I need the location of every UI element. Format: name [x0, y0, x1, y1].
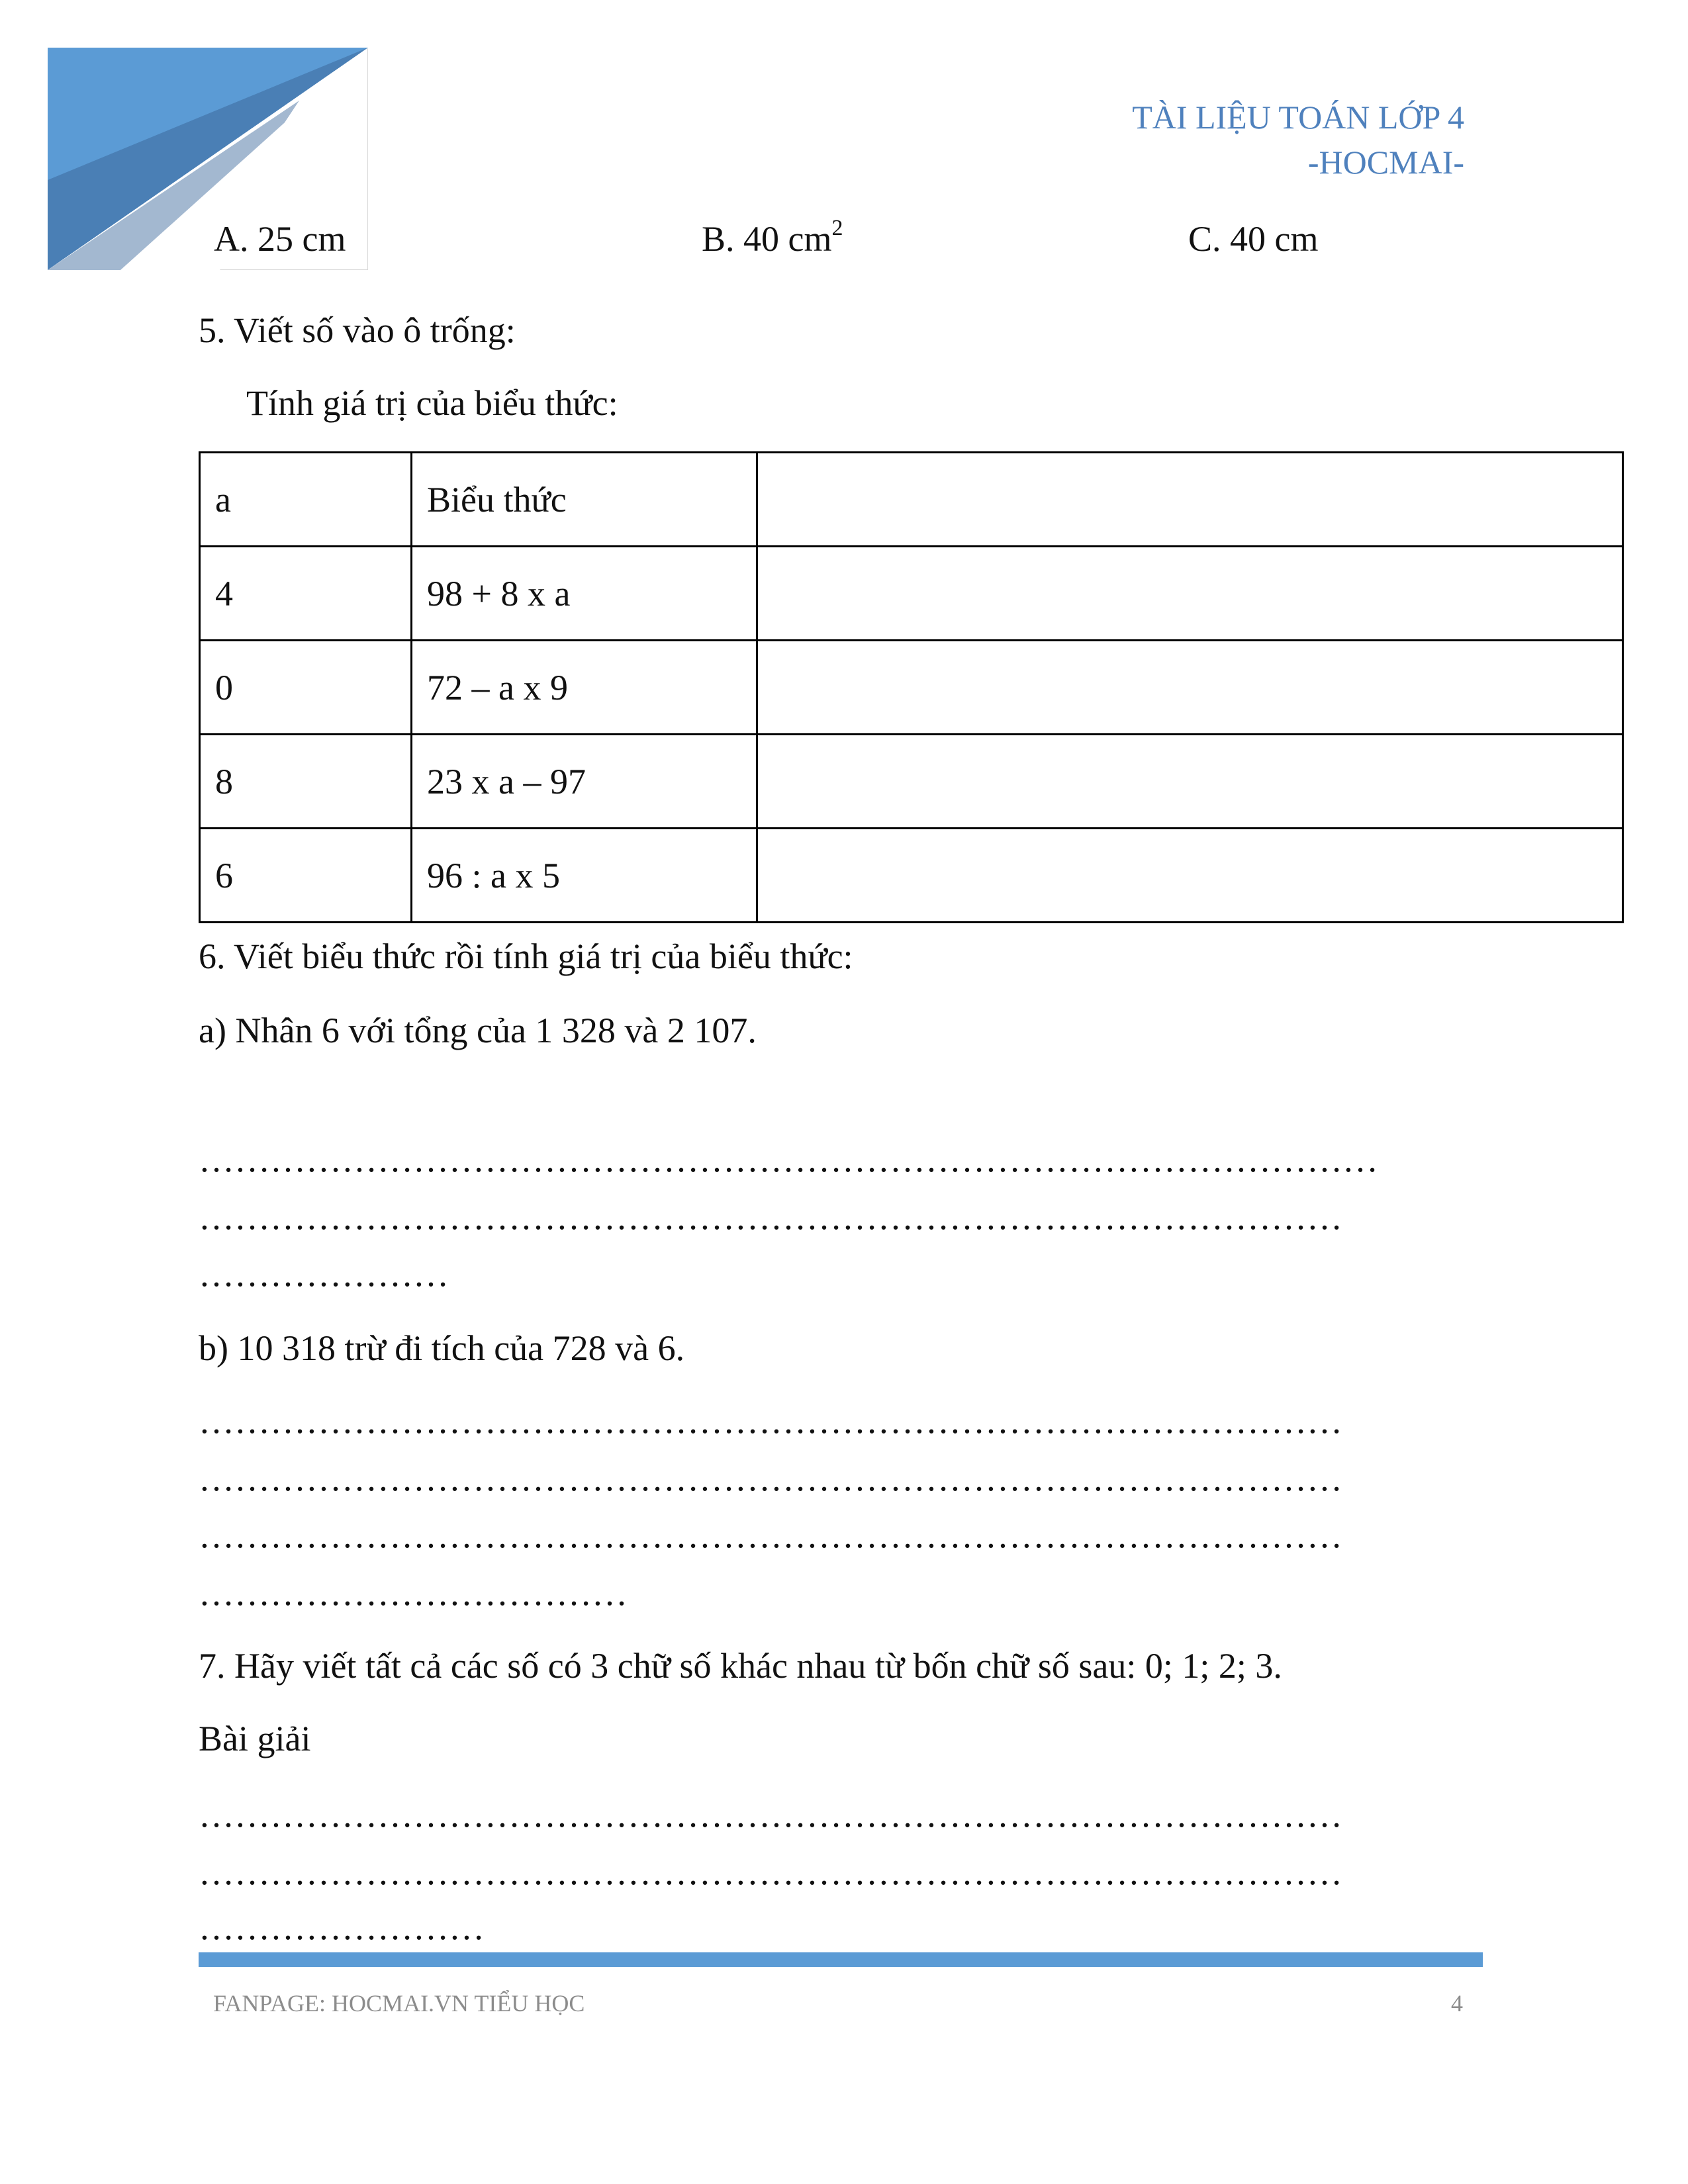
answer-line[interactable]: ……………………………………………………………………………………… — [199, 1142, 1378, 1177]
answer-line[interactable]: …………………………………………………………………………………… — [199, 1199, 1342, 1235]
option-b-superscript: 2 — [831, 216, 843, 240]
cell-expression: 72 – a x 9 — [412, 641, 757, 735]
cell-a: 6 — [200, 829, 412, 923]
answer-line[interactable]: …………………………………………………………………………………… — [199, 1403, 1342, 1439]
answer-line[interactable]: ………………… — [199, 1256, 449, 1292]
table-row — [200, 641, 1623, 735]
q6-part-a: a) Nhân 6 với tổng của 1 328 và 2 107. — [199, 1011, 757, 1050]
footer-divider — [199, 1952, 1483, 1967]
answer-line[interactable]: …………………………………………………………………………………… — [199, 1854, 1342, 1890]
header-cell-value[interactable] — [757, 453, 1623, 547]
answer-line[interactable]: …………………………………………………………………………………… — [199, 1461, 1342, 1496]
expression-table — [199, 451, 1624, 923]
cell-expression: 23 x a – 97 — [412, 735, 757, 829]
option-b-text: B. 40 cm — [702, 219, 832, 259]
q5-subtitle: Tính giá trị của biểu thức: — [246, 383, 618, 423]
table-row — [200, 735, 1623, 829]
q6-part-b: b) 10 318 trừ đi tích của 728 và 6. — [199, 1328, 685, 1368]
document-subtitle: -HOCMAI- — [1307, 144, 1464, 181]
cell-answer[interactable] — [757, 641, 1623, 735]
q5-title: 5. Viết số vào ô trống: — [199, 310, 516, 350]
cell-answer[interactable] — [757, 547, 1623, 641]
answer-line[interactable]: …………………………………………………………………………………… — [199, 1518, 1342, 1553]
option-c: C. 40 cm — [1188, 219, 1319, 259]
q6-title: 6. Viết biểu thức rồi tính giá trị của biểu thức: — [199, 936, 853, 976]
header-cell-expression: Biểu thức — [412, 453, 757, 547]
option-b — [702, 216, 843, 259]
document-title: TÀI LIỆU TOÁN LỚP 4 — [1132, 99, 1464, 136]
page-number: 4 — [1451, 1990, 1463, 2017]
cell-a: 8 — [200, 735, 412, 829]
footer-fanpage: FANPAGE: HOCMAI.VN TIỂU HỌC — [213, 1990, 585, 2017]
cell-expression: 96 : a x 5 — [412, 829, 757, 923]
header-cell-a: a — [200, 453, 412, 547]
option-a: A. 25 cm — [214, 219, 346, 259]
q7-title: 7. Hãy viết tất cả các số có 3 chữ số khác nhau từ bốn chữ số sau: 0; 1; 2; 3. — [199, 1646, 1282, 1686]
answer-line[interactable]: …………………………………………………………………………………… — [199, 1797, 1342, 1833]
answer-line[interactable]: …………………… — [199, 1909, 485, 1945]
cell-a: 0 — [200, 641, 412, 735]
cell-a: 4 — [200, 547, 412, 641]
answer-line[interactable]: ……………………………… — [199, 1575, 628, 1611]
cell-expression: 98 + 8 x a — [412, 547, 757, 641]
q7-solution-label: Bài giải — [199, 1719, 311, 1758]
table-row — [200, 547, 1623, 641]
cell-answer[interactable] — [757, 829, 1623, 923]
table-row — [200, 829, 1623, 923]
cell-answer[interactable] — [757, 735, 1623, 829]
table-header-row — [200, 453, 1623, 547]
